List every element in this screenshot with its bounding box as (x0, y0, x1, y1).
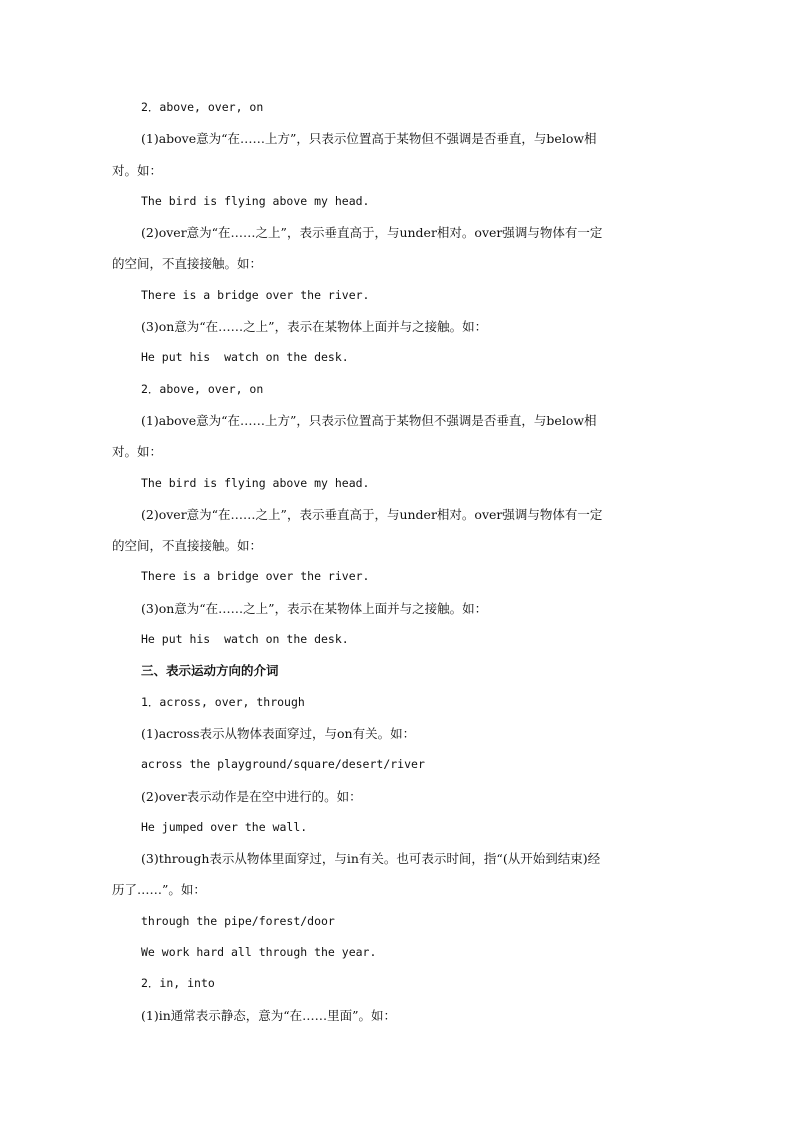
text-line: 对。如： (112, 162, 163, 178)
text-line: The bird is flying above my head. (141, 475, 370, 490)
section-heading: 三、表示运动方向的介词 (141, 663, 279, 679)
text-line: (3)through表示从物体里面穿过，与in有关。也可表示时间，指“(从开始到结束)经 (141, 851, 601, 867)
document-body (112, 100, 682, 1039)
text-line: We work hard all through the year. (141, 945, 377, 960)
text-line: (2)over意为“在……之上”，表示垂直高于，与under相对。over强调与物体有一定 (141, 225, 603, 241)
text-line: 2．above, over, on (141, 100, 264, 114)
text-line: He put his watch on the desk. (141, 350, 349, 365)
text-line: (1)above意为“在……上方”，只表示位置高于某物但不强调是否垂直，与below相 (141, 131, 597, 147)
text-line: (3)on意为“在……之上”，表示在某物体上面并与之接触。如： (141, 319, 488, 335)
text-line: (2)over表示动作是在空中进行的。如： (141, 788, 362, 804)
text-line: 1．across, over, through (141, 694, 305, 709)
text-line: 2．above, over, on (141, 381, 264, 396)
text-line: 对。如： (112, 444, 163, 460)
text-line: across the playground/square/desert/river (141, 757, 425, 772)
text-line: 的空间，不直接接触。如： (112, 256, 263, 272)
text-line: 历了……”。如： (112, 882, 206, 898)
text-line: There is a bridge over the river. (141, 287, 370, 302)
text-line: (1)in通常表示静态，意为“在……里面”。如： (141, 1007, 397, 1023)
text-line: (1)above意为“在……上方”，只表示位置高于某物但不强调是否垂直，与below相 (141, 412, 597, 428)
text-line: (1)across表示从物体表面穿过，与on有关。如： (141, 725, 416, 741)
text-line: The bird is flying above my head. (141, 193, 370, 208)
text-line: There is a bridge over the river. (141, 569, 370, 584)
text-line: He put his watch on the desk. (141, 632, 349, 647)
text-line: through the pipe/forest/door (141, 913, 335, 928)
text-line: (3)on意为“在……之上”，表示在某物体上面并与之接触。如： (141, 600, 488, 616)
text-line: He jumped over the wall. (141, 819, 308, 834)
text-line: 的空间，不直接接触。如： (112, 538, 263, 554)
text-line: (2)over意为“在……之上”，表示垂直高于，与under相对。over强调与物体有一定 (141, 506, 603, 522)
text-line: 2．in, into (141, 976, 215, 991)
